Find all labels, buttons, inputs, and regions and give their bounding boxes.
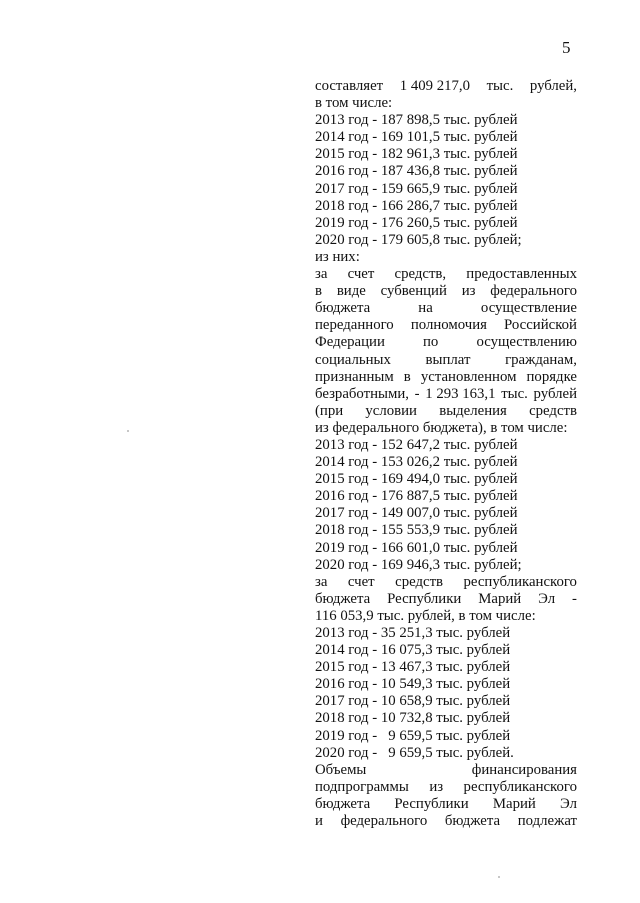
text-word: тыс. bbox=[486, 78, 514, 94]
text-line: 2014 год - 16 075,3 тыс. рублей bbox=[315, 642, 511, 659]
text-word: установленном bbox=[420, 368, 517, 385]
text-word: 1 409 217,0 bbox=[399, 78, 471, 94]
text-line: 2016 год - 10 549,3 тыс. рублей bbox=[315, 676, 511, 693]
text-line bbox=[315, 300, 577, 317]
text-word: на bbox=[418, 300, 433, 317]
text-line bbox=[315, 762, 577, 779]
text-word: рублей bbox=[533, 385, 577, 402]
text-word: подпрограммы bbox=[315, 778, 409, 795]
text-line bbox=[315, 779, 577, 796]
text-line: 2019 год - 176 260,5 тыс. рублей bbox=[315, 214, 518, 231]
text-word: за bbox=[315, 266, 328, 283]
text-line: 2018 год - 166 286,7 тыс. рублей bbox=[315, 197, 518, 214]
text-word: рублей, bbox=[529, 78, 577, 94]
text-line: 2016 год - 176 887,5 тыс. рублей bbox=[315, 488, 518, 505]
text-line: 2018 год - 10 732,8 тыс. рублей bbox=[315, 710, 511, 727]
text-word: составляет bbox=[315, 78, 384, 94]
text-line: 2020 год - 9 659,5 тыс. рублей. bbox=[315, 744, 514, 761]
text-word: (при bbox=[315, 402, 344, 419]
text-word: из bbox=[461, 283, 476, 300]
text-line: 2014 год - 153 026,2 тыс. рублей bbox=[315, 454, 518, 471]
text-word: из bbox=[429, 778, 444, 795]
text-word: счет bbox=[347, 573, 375, 590]
text-line: 2017 год - 159 665,9 тыс. рублей bbox=[315, 180, 518, 197]
text-word: федерального bbox=[490, 283, 577, 300]
text-word: условии bbox=[365, 402, 417, 419]
text-line: 2013 год - 35 251,3 тыс. рублей bbox=[315, 625, 511, 641]
text-word: подлежат bbox=[517, 813, 577, 830]
text-word: за bbox=[315, 573, 328, 590]
text-line bbox=[315, 352, 577, 369]
text-word: осуществлению bbox=[476, 334, 577, 351]
text-line: 2013 год - 187 898,5 тыс. рублей bbox=[315, 112, 518, 129]
text-word: финансирования bbox=[471, 761, 577, 778]
text-word: гражданам, bbox=[505, 351, 577, 368]
text-word: Марий bbox=[492, 795, 536, 812]
text-word: республиканского bbox=[463, 778, 577, 795]
text-line bbox=[315, 78, 577, 95]
text-word: субвенций bbox=[380, 283, 447, 300]
text-line: 2015 год - 169 494,0 тыс. рублей bbox=[315, 471, 518, 488]
text-line bbox=[315, 369, 577, 386]
text-line bbox=[315, 386, 577, 403]
text-line bbox=[315, 796, 577, 813]
text-word: бюджета bbox=[315, 795, 371, 812]
text-line bbox=[315, 317, 577, 334]
text-line: 2015 год - 182 961,3 тыс. рублей bbox=[315, 146, 518, 163]
scan-speck bbox=[498, 876, 500, 878]
text-line: из них: bbox=[315, 248, 360, 265]
text-word: виде bbox=[336, 283, 366, 300]
text-word: бюджета bbox=[444, 813, 501, 830]
text-word: бюджета bbox=[315, 300, 371, 317]
text-word: Эл bbox=[560, 795, 577, 812]
text-word: признанным bbox=[315, 368, 394, 385]
text-line bbox=[315, 591, 577, 608]
text-word: - bbox=[572, 590, 577, 607]
text-word: порядке bbox=[526, 368, 577, 385]
text-word: тыс. bbox=[501, 385, 528, 402]
text-line: из федерального бюджета), в том числе: bbox=[315, 419, 568, 436]
text-line: 2013 год - 152 647,2 тыс. рублей bbox=[315, 436, 518, 453]
text-line: 2014 год - 169 101,5 тыс. рублей bbox=[315, 129, 518, 146]
text-word: федерального bbox=[340, 813, 428, 830]
document-text-block bbox=[315, 78, 577, 830]
text-word: и bbox=[315, 813, 323, 830]
text-line: 2019 год - 166 601,0 тыс. рублей bbox=[315, 539, 518, 556]
text-word: в bbox=[403, 368, 411, 385]
scan-speck bbox=[127, 430, 129, 432]
text-word: выплат bbox=[425, 351, 471, 368]
text-word: Республики bbox=[387, 590, 462, 607]
text-word: 1 293 163,1 bbox=[425, 385, 496, 402]
text-line: 2017 год - 10 658,9 тыс. рублей bbox=[315, 693, 511, 710]
text-word: средств bbox=[529, 402, 577, 419]
text-line bbox=[315, 403, 577, 420]
text-line bbox=[315, 574, 577, 591]
text-line bbox=[315, 813, 577, 830]
text-line bbox=[315, 266, 577, 283]
text-line: 2019 год - 9 659,5 тыс. рублей bbox=[315, 727, 511, 744]
text-word: в bbox=[315, 283, 322, 300]
text-word: Федерации bbox=[315, 334, 385, 351]
text-word: социальных bbox=[315, 351, 391, 368]
text-word: предоставленных bbox=[466, 266, 577, 283]
text-word: счет bbox=[347, 266, 375, 283]
text-line: 116 053,9 тыс. рублей, в том числе: bbox=[315, 607, 536, 624]
text-word: переданного bbox=[315, 317, 394, 334]
text-line: 2020 год - 169 946,3 тыс. рублей; bbox=[315, 556, 522, 573]
text-word: бюджета bbox=[315, 590, 371, 607]
text-word: Марий bbox=[478, 590, 522, 607]
text-word: полномочия bbox=[410, 317, 487, 334]
text-word: республиканского bbox=[463, 573, 577, 590]
text-line: 2016 год - 187 436,8 тыс. рублей bbox=[315, 163, 518, 180]
text-line bbox=[315, 283, 577, 300]
text-line: 2017 год - 149 007,0 тыс. рублей bbox=[315, 505, 518, 522]
text-word: средств bbox=[395, 573, 444, 590]
text-word: Объемы bbox=[315, 761, 367, 778]
text-word: Российской bbox=[504, 317, 577, 334]
text-word: безработными, bbox=[315, 385, 409, 402]
text-word: осуществление bbox=[480, 300, 577, 317]
text-line: 2015 год - 13 467,3 тыс. рублей bbox=[315, 659, 511, 676]
text-word: выделения bbox=[439, 402, 507, 419]
text-line bbox=[315, 334, 577, 351]
text-word: по bbox=[423, 334, 439, 351]
page-number: 5 bbox=[562, 38, 571, 57]
text-word: Эл bbox=[538, 590, 556, 607]
text-line: 2018 год - 155 553,9 тыс. рублей bbox=[315, 522, 518, 539]
text-word: Республики bbox=[394, 795, 469, 812]
text-word: - bbox=[414, 385, 420, 402]
text-word: средств, bbox=[394, 266, 447, 283]
text-line: в том числе: bbox=[315, 95, 393, 112]
text-line: 2020 год - 179 605,8 тыс. рублей; bbox=[315, 231, 522, 248]
